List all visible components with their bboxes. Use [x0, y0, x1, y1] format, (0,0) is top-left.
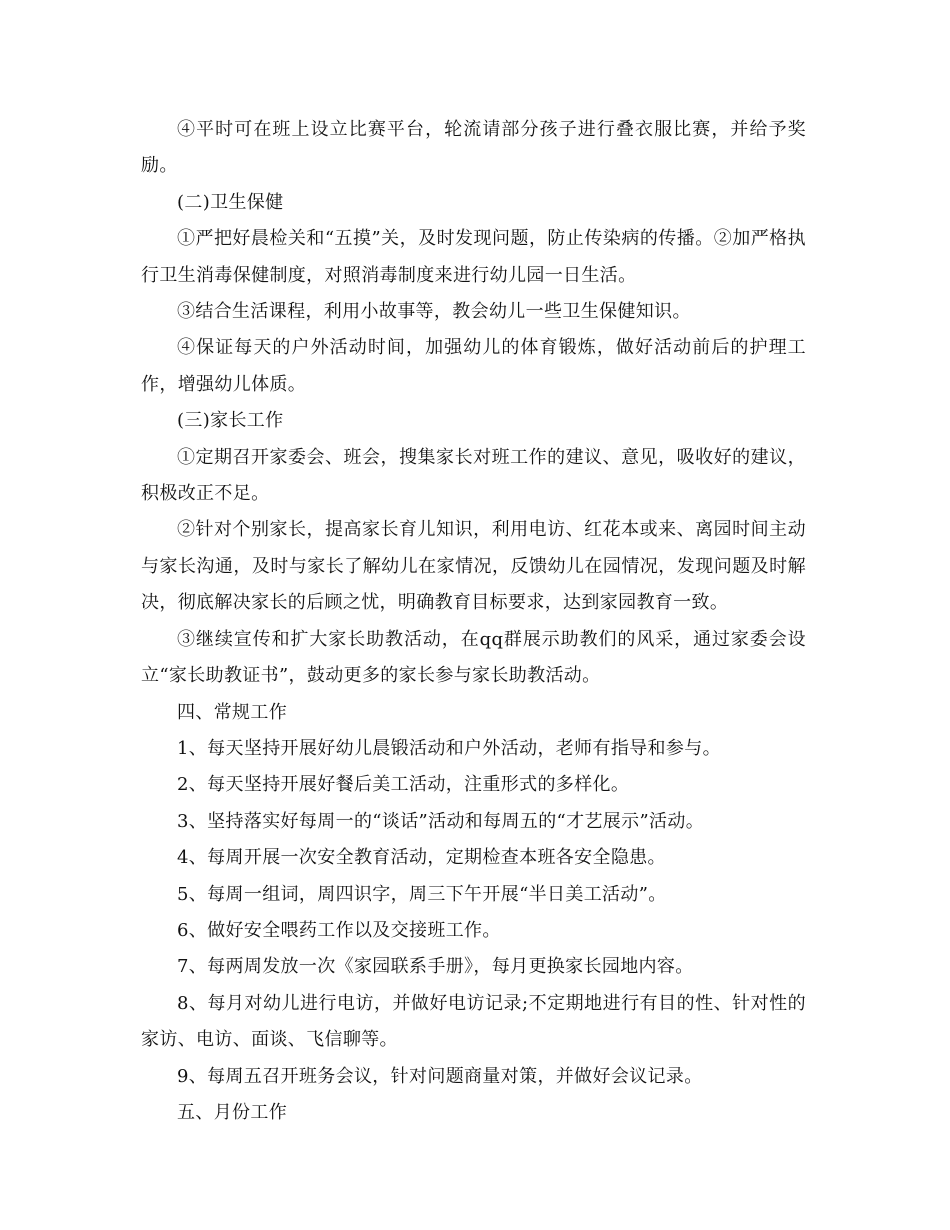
paragraph-parent-committee: ①定期召开家委会、班会，搜集家长对班工作的建议、意见，吸收好的建议，积极改正不足。 — [141, 446, 806, 505]
paragraph-parent-communication: ②针对个别家长，提高家长育儿知识，利用电访、红花本或来、离园时间主动与家长沟通，及时与家长了解幼儿在家情况，反馈幼儿在园情况，发现问题及时解决，彻底解决家长的后顾之忧，明确教育目标要求，达到家园教育一致。 — [141, 519, 806, 614]
list-item-routine-6: 6、做好安全喂药工作以及交接班工作。 — [177, 919, 501, 941]
list-item-routine-4: 4、每周开展一次安全教育活动，定期检查本班各安全隐患。 — [177, 847, 666, 869]
paragraph-parent-assistant: ③继续宣传和扩大家长助教活动，在qq群展示助教们的风采，通过家委会设立“家长助教证书”，鼓动更多的家长参与家长助教活动。 — [141, 628, 806, 687]
paragraph-hygiene-knowledge: ③结合生活课程，利用小故事等，教会幼儿一些卫生保健知识。 — [177, 301, 691, 323]
document-body — [141, 112, 806, 1131]
list-item-routine-9: 9、每周五召开班务会议，针对问题商量对策，并做好会议记录。 — [177, 1065, 703, 1087]
section-heading-hygiene: (二)卫生保健 — [177, 191, 284, 213]
paragraph-morning-check: ①严把好晨检关和“五摸”关，及时发现问题，防止传染病的传播。②加严格执行卫生消毒保健制度，对照消毒制度来进行幼儿园一日生活。 — [141, 228, 806, 286]
section-heading-routine: 四、常规工作 — [177, 701, 288, 723]
section-heading-parents: (三)家长工作 — [177, 410, 284, 432]
section-heading-monthly: 五、月份工作 — [177, 1101, 288, 1123]
list-item-routine-5: 5、每周一组词，周四识字，周三下午开展“半日美工活动”。 — [177, 883, 667, 905]
list-item-routine-1: 1、每天坚持开展好幼儿晨锻活动和户外活动，老师有指导和参与。 — [177, 737, 721, 759]
list-item-routine-8: 8、每月对幼儿进行电访，并做好电访记录;不定期地进行有目的性、针对性的家访、电访、面谈、飞信聊等。 — [141, 992, 806, 1051]
paragraph-outdoor-activity: ④保证每天的户外活动时间，加强幼儿的体育锻炼，做好活动前后的护理工作，增强幼儿体质。 — [141, 337, 806, 395]
list-item-routine-2: 2、每天坚持开展好餐后美工活动，注重形式的多样化。 — [177, 774, 630, 796]
paragraph-fold-clothes-contest: ④平时可在班上设立比赛平台，轮流请部分孩子进行叠衣服比赛，并给予奖励。 — [141, 119, 806, 177]
list-item-routine-3: 3、坚持落实好每周一的“谈话”活动和每周五的“才艺展示”活动。 — [177, 810, 705, 832]
list-item-routine-7: 7、每两周发放一次《家园联系手册》，每月更换家长园地内容。 — [177, 956, 694, 978]
